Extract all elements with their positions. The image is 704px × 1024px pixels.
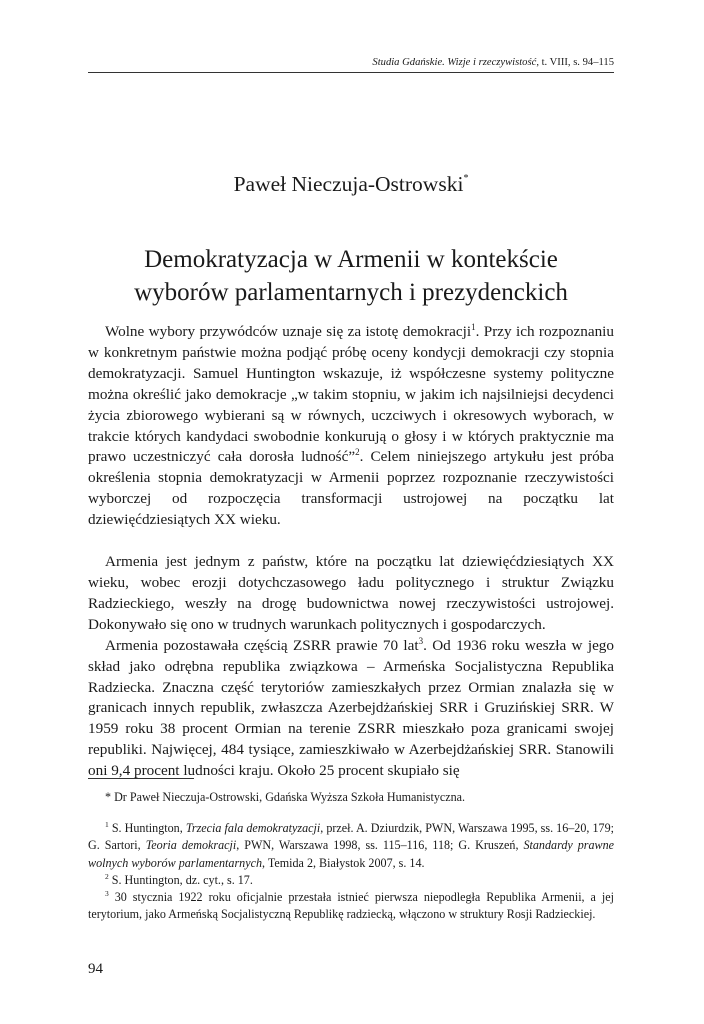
footnote-1-text: S. Huntington, (108, 821, 186, 836)
footnote-1-text: , Temida 2, Białystok 2007, s. 14. (262, 855, 425, 870)
paragraph-1-part-b: . Przy ich rozpoznaniu w konkretnym państwie można podjąć próbę oceny kondycji demokracji czy stopnia demokratyzacji. Samuel Huntington wskazuje, iż współczesne systemy polityczne można określić jako demokracje „w takim stopniu, w jakim ich najsilniejsi decydenci życia zbiorowego wybierani są w równych, uczciwych i okresowych wyborach, w trakcie których kandydaci swobodnie konkurują o głosy i w których praktycznie ma prawo uczestniczyć cała dorosła ludność” (88, 323, 614, 466)
author-affiliation-note: * Dr Paweł Nieczuja-Ostrowski, Gdańska Wyższa Szkoła Humanistyczna. (105, 790, 466, 804)
paragraph-3-part-a: Armenia pozostawała częścią ZSRR prawie 70 lat (105, 636, 419, 654)
author-line (88, 170, 614, 198)
paragraph-3 (88, 636, 614, 782)
footnote-1-text: , przeł. A. Dziurdzik, PWN, Warszawa 1995, ss. 16–20, 179; G. Sartori, (88, 821, 614, 853)
author-name: Paweł Nieczuja-Ostrowski (233, 172, 464, 196)
footnote-1-book-title: Standardy prawne wolnych wyborów parlamentarnych (88, 838, 615, 870)
footnote-2-text: S. Huntington, dz. cyt., s. 17. (108, 872, 253, 887)
footnote-2 (88, 872, 614, 889)
footnote-1 (88, 820, 614, 872)
journal-title: Studia Gdańskie. Wizje i rzeczywistość (372, 57, 537, 68)
paragraph-2: Armenia jest jednym z państw, które na początku lat dziewięćdziesiątych XX wieku, wobec erozji dotychczasowego ładu politycznego i struktur Związku Radzieckiego, weszły na drogę budownictwa nowej rzeczywistości ustrojowej. Dokonywało się ono w trudnych warunkach politycznych i gospodarczych. (88, 553, 614, 633)
footnote-1-book-title: Teoria demokracji (145, 838, 237, 853)
footnote-2-number: 2 (105, 871, 109, 881)
footnote-1-number: 1 (105, 820, 109, 830)
paragraph-1 (88, 322, 614, 531)
footnote-ref-1: 1 (471, 322, 476, 332)
paragraph-3-part-b: . Od 1936 roku weszła w jego skład jako odrębna republika związkowa – Armeńska Socjalistyczna Republika Radziecka. Znaczna część terytoriów zamieszkałych przez Ormian znalazła się w granicach innych republik, zwłaszcza Azerbejdżańskiej SRR i Gruzińskiej SRR. W 1959 roku 38 procent Ormian na terenie ZSRR mieszkało poza granicami swojej republiki. Najwięcej, 484 tysiące, zamieszkiwało w Azerbejdżańskiej SRR. Stanowili oni 9,4 procent ludności kraju. Około 25 procent skupiało się (88, 636, 614, 780)
footnote-3-number: 3 (105, 889, 109, 899)
paragraph-1-part-c: . Celem niniejszego artykułu jest próba określenia stopnia demokratyzacji w Armenii poprzez rozpoznanie rzeczywistości wyborczej od rozpoczęcia transformacji ustrojowej na początku lat dziewięćdziesiątych XX wieku. (88, 448, 614, 529)
page-number: 94 (88, 961, 103, 977)
article-title (88, 243, 614, 309)
footnote-ref-2: 2 (355, 447, 360, 458)
footnotes (88, 789, 614, 923)
footnote-1-book-title: Trzecia fala demokratyzacji (185, 821, 321, 836)
footnote-3 (88, 889, 614, 923)
article-body (88, 322, 614, 782)
title-line-1: Demokratyzacja w Armenii w kontekście (144, 246, 558, 273)
running-head (88, 56, 614, 70)
title-line-2: wyborów parlamentarnych i prezydenckich (134, 279, 568, 306)
footnote-3-text: 30 stycznia 1922 roku oficjalnie przestała istnieć pierwsza niepodległa Republika Armenii, a jej terytorium, jako Armeńską Socjalistyczną Republikę radziecką, włączono w struktury Rosji Radzieckiej. (88, 890, 614, 922)
author-footnote-mark: * (463, 173, 469, 184)
paragraph-1-part-a: Wolne wybory przywódców uznaje się za istotę demokracji (105, 323, 472, 340)
footnote-1-text: , PWN, Warszawa 1998, ss. 115–116, 118; G. Kruszeń, (236, 838, 524, 853)
header-rule (88, 72, 614, 73)
footnote-rule (88, 778, 194, 779)
footnote-ref-3: 3 (418, 635, 424, 646)
volume-info: , t. VIII, s. 94–115 (536, 57, 614, 68)
